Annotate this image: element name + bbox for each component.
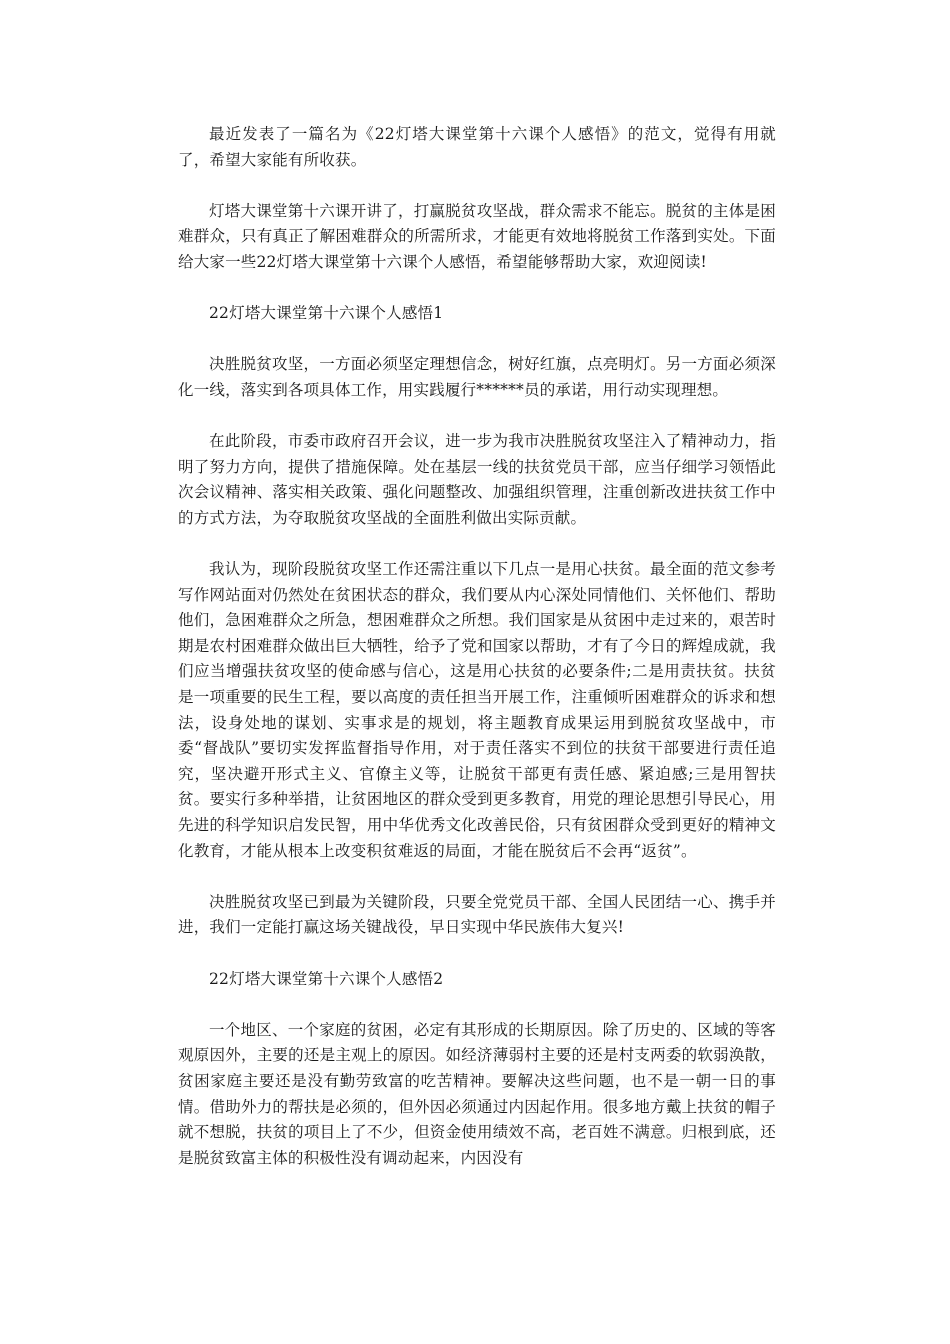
summary-paragraph: 灯塔大课堂第十六课开讲了，打赢脱贫攻坚战，群众需求不能忘。脱贫的主体是困难群众，只有真正了解困难群众的所需所求，才能更有效地将脱贫工作落到实处。下面给大家一些22灯塔大课堂第十六课个人感悟，希望能够帮助大家，欢迎阅读! xyxy=(178,201,776,271)
body-paragraph: 决胜脱贫攻坚，一方面必须坚定理想信念，树好红旗，点亮明灯。另一方面必须深化一线，落实到各项具体工作，用实践履行******员的承诺，用行动实现理想。 xyxy=(178,355,776,399)
body-paragraph: 在此阶段，市委市政府召开会议，进一步为我市决胜脱贫攻坚注入了精神动力，指明了努力方向，提供了措施保障。处在基层一线的扶贫党员干部，应当仔细学习领悟此次会议精神、落实相关政策、强化问题整改、加强组织管理，注重创新改进扶贫工作中的方式方法，为夺取脱贫攻坚战的全面胜利做出实际贡献。 xyxy=(178,432,776,527)
section-heading-2: 22灯塔大课堂第十六课个人感悟2 xyxy=(209,969,444,988)
body-paragraph: 决胜脱贫攻坚已到最为关键阶段，只要全党党员干部、全国人民团结一心、携手并进，我们一定能打赢这场关键战役，早日实现中华民族伟大复兴! xyxy=(178,892,776,937)
body-paragraph: 我认为，现阶段脱贫攻坚工作还需注重以下几点一是用心扶贫。最全面的范文参考写作网站面对仍然处在贫困状态的群众，我们要从内心深处同情他们、关怀他们、帮助他们，急困难群众之所急，想困难群众之所想。我们国家是从贫困中走过来的，艰苦时期是农村困难群众做出巨大牺牲，给予了党和国家以帮助，才有了今日的辉煌成就，我们应当增强扶贫攻坚的使命感与信心，这是用心扶贫的必要条件;二是用责扶贫。扶贫是一项重要的民生工程，要以高度的责任担当开展工作，注重倾听困难群众的诉求和想法，设身处地的谋划、实事求是的规划，将主题教育成果运用到脱贫攻坚战中，市委“督战队”要切实发挥监督指导作用，对于责任落实不到位的扶贫干部要进行责任追究，坚决避开形式主义、官僚主义等，让脱贫干部更有责任感、紧迫感;三是用智扶贫。要实行多种举措，让贫困地区的群众受到更多教育，用党的理论思想引导民心，用先进的科学知识启发民智，用中华优秀文化改善民俗，只有贫困群众受到更好的精神文化教育，才能从根本上改变积贫难返的局面，才能在脱贫后不会再“返贫”。 xyxy=(178,560,776,860)
body-paragraph: 一个地区、一个家庭的贫困，必定有其形成的长期原因。除了历史的、区域的等客观原因外，主要的还是主观上的原因。如经济薄弱村主要的还是村支两委的软弱涣散，贫困家庭主要还是没有勤劳致富的吃苦精神。要解决这些问题，也不是一朝一日的事情。借助外力的帮扶是必须的，但外因必须通过内因起作用。很多地方戴上扶贫的帽子就不想脱，扶贫的项目上了不少，但资金使用绩效不高，老百姓不满意。归根到底，还是脱贫致富主体的积极性没有调动起来，内因没有 xyxy=(178,1020,776,1167)
section-heading-1: 22灯塔大课堂第十六课个人感悟1 xyxy=(209,304,444,323)
document-page xyxy=(178,122,776,1197)
intro-paragraph: 最近发表了一篇名为《22灯塔大课堂第十六课个人感悟》的范文，觉得有用就了，希望大家能有所收获。 xyxy=(178,125,776,169)
